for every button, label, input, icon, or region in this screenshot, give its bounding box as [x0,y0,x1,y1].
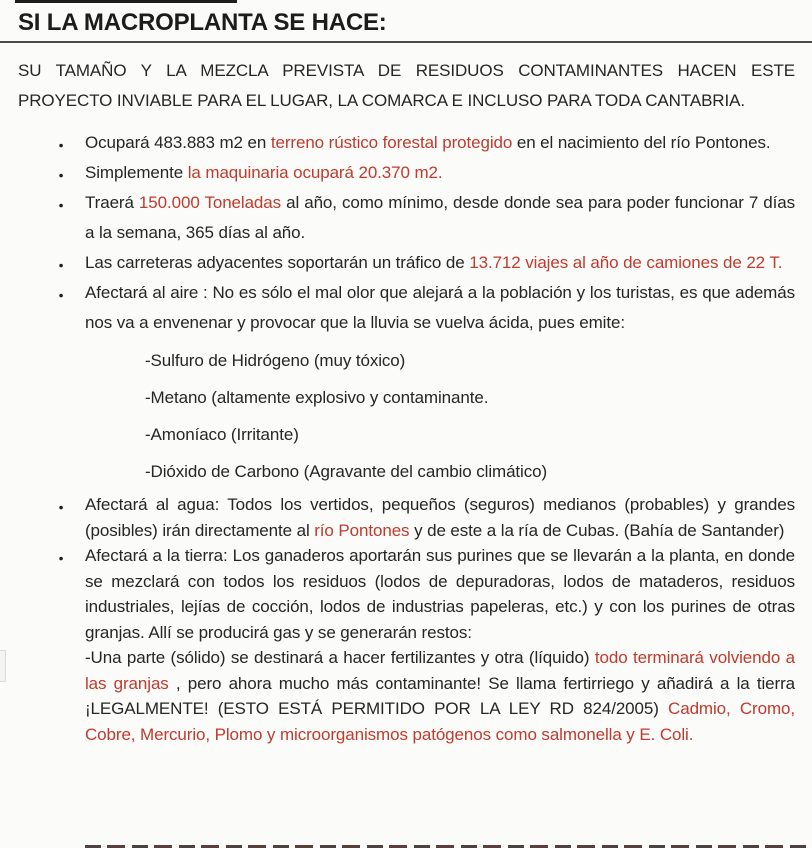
plain-text: al año, como mínimo, desde donde sea para poder funcionar 7 días a la semana, 365 días al año. [85,193,795,242]
bullet-text [85,253,782,272]
bullet-text [85,283,795,332]
page-title: SI LA MACROPLANTA SE HACE: [18,9,387,36]
plain-text: Afectará al agua: Todos los vertidos, pequeños (seguros) medianos (probables) y grandes (posibles) irán directamente al [85,495,795,540]
plain-text: Simplemente [85,163,188,182]
bullet-marker-icon [55,278,67,310]
clipped-text-top [15,0,237,3]
plain-text: Afectará a la tierra: Los ganaderos aportarán sus purines que se llevarán a la planta, en donde se mezclará con todos los residuos (lodos de depuradoras, lodos de mataderos, residuos industriales, lejías de cocción, lodos de industrias papeleras, etc.) y con los purines de otras granjas. Allí se producirá gas y se generarán restos: [85,546,795,642]
bullet-text [85,163,443,182]
plain-text: Traerá [85,193,139,212]
bullet-marker-icon [55,158,67,190]
bullet-marker-icon [55,543,67,572]
emission-item-metano: -Metano (altamente explosivo y contaminante. [145,387,489,407]
bullet-marker-icon [55,492,67,521]
highlighted-text: todo terminará volviendo a las granjas [85,648,795,693]
highlighted-text: río Pontones [314,520,410,540]
emission-item-amoniaco: -Amoníaco (Irritante) [145,424,299,444]
scan-artifact [0,650,6,682]
highlighted-text: 150.000 Toneladas [138,193,282,212]
bullet-marker-icon [55,128,67,160]
bullet-item-machinery [85,158,795,188]
plain-text: y de este a la ría de Cubas. (Bahía de Santander) [409,520,785,540]
bullet-item-water [85,492,795,543]
bullet-text [85,546,795,744]
highlighted-text: 13.712 viajes al año de camiones de 22 T. [469,253,783,272]
bullet-marker-icon [55,248,67,280]
bullet-item-traffic [85,248,795,278]
highlighted-text: la maquinaria ocupará 20.370 m2. [187,163,443,182]
impact-bullet-list-2 [0,492,795,747]
plain-text: Ocupará 483.883 m2 en [85,133,271,152]
bullet-text [85,495,795,540]
bullet-marker-icon [55,188,67,220]
highlighted-text: terreno rústico forestal protegido [270,133,513,152]
plain-text: Las carreteras adyacentes soportarán un tráfico de [85,253,470,272]
intro-paragraph: SU TAMAÑO Y LA MEZCLA PREVISTA DE RESIDUOS CONTAMINANTES HACEN ESTE PROYECTO INVIABLE PARA EL LUGAR, LA COMARCA E INCLUSO PARA TODA CANTABRIA. [18,61,795,110]
bullet-text [85,133,771,152]
bullet-item-tonnage [85,188,795,248]
bullet-item-soil [85,543,795,747]
emission-item-dioxido: -Dióxido de Carbono (Agravante del cambio climático) [145,461,548,481]
emission-item-sulfuro: -Sulfuro de Hidrógeno (muy tóxico) [145,350,406,370]
plain-text: en el nacimiento del río Pontones. [512,133,771,152]
plain-text: -Una parte (sólido) se destinará a hacer fertilizantes y otra (líquido) [85,648,595,667]
bullet-item-air [85,278,795,338]
impact-bullet-list [0,128,795,338]
bullet-text [85,193,795,242]
plain-text: , pero ahora mucho más contaminante! Se llama fertirriego y añadirá a la tierra ¡LEGALMENTE! (ESTO ESTÁ PERMITIDO POR LA LEY RD 824/2005) [85,673,795,718]
bullet-item-land-size [85,128,795,158]
highlighted-text: Cadmio, Cromo, Cobre, Mercurio, Plomo y microorganismos patógenos como salmonella y E. Coli. [85,699,795,744]
emission-list [145,342,812,490]
title-divider-rule [0,41,812,43]
plain-text: Afectará al aire : No es sólo el mal olor que alejará a la población y los turistas, es que además nos va a envenenar y provocar que la lluvia se vuelva ácida, pues emite: [85,283,795,332]
